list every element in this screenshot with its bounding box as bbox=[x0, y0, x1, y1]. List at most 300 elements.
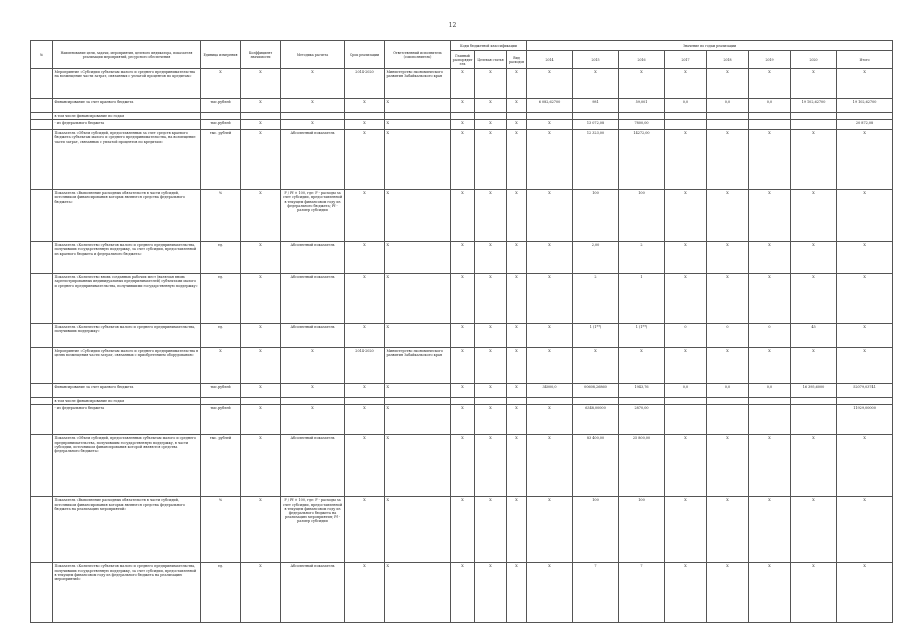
row-coef bbox=[241, 398, 281, 405]
row-name: Показатель «Количество субъектов малого и среднего предпринимательства, получивших поддержку» bbox=[53, 324, 201, 348]
row-value: X bbox=[837, 242, 893, 274]
row-cs: X bbox=[475, 348, 507, 384]
row-no bbox=[31, 190, 53, 242]
row-gr: X bbox=[451, 99, 475, 113]
row-term: X bbox=[345, 405, 385, 435]
row-value: 7 bbox=[573, 563, 619, 623]
row-unit: тыс. рублей bbox=[201, 435, 241, 497]
row-resp bbox=[385, 398, 451, 405]
row-value: X bbox=[707, 563, 749, 623]
row-unit: X bbox=[201, 69, 241, 99]
row-method: X bbox=[281, 69, 345, 99]
row-value: X bbox=[791, 190, 837, 242]
page-number: 12 bbox=[448, 22, 457, 29]
row-unit bbox=[201, 113, 241, 120]
row-value: X bbox=[791, 497, 837, 563]
row-value: X bbox=[665, 190, 707, 242]
row-name: - из федерального бюджета bbox=[53, 120, 201, 130]
row-value bbox=[665, 405, 707, 435]
table-row bbox=[31, 120, 893, 130]
row-value: X bbox=[527, 190, 573, 242]
row-value: X bbox=[665, 69, 707, 99]
header-classif-vr: Вид расходов bbox=[507, 51, 527, 69]
table-row bbox=[31, 405, 893, 435]
row-term: X bbox=[345, 435, 385, 497]
row-value bbox=[527, 113, 573, 120]
row-value bbox=[791, 113, 837, 120]
row-value: X bbox=[837, 274, 893, 324]
row-vr: X bbox=[507, 563, 527, 623]
row-value: X bbox=[527, 120, 573, 130]
row-value: X bbox=[791, 348, 837, 384]
row-value: 19 102,62700 bbox=[791, 99, 837, 113]
row-no bbox=[31, 99, 53, 113]
header-year: 2016 bbox=[619, 51, 665, 69]
row-value bbox=[749, 120, 791, 130]
table-row bbox=[31, 324, 893, 348]
row-value: X bbox=[527, 348, 573, 384]
row-name: Финансирование за счет краевого бюджета bbox=[53, 384, 201, 398]
row-value bbox=[619, 113, 665, 120]
row-name: в том числе финансирование по годам bbox=[53, 398, 201, 405]
row-gr: X bbox=[451, 69, 475, 99]
row-value: X bbox=[665, 130, 707, 190]
row-vr: X bbox=[507, 120, 527, 130]
row-cs: X bbox=[475, 69, 507, 99]
row-value: X bbox=[791, 130, 837, 190]
row-value: 100 bbox=[573, 497, 619, 563]
row-coef: X bbox=[241, 130, 281, 190]
row-value: X bbox=[665, 274, 707, 324]
row-resp bbox=[385, 113, 451, 120]
row-value: X bbox=[665, 435, 707, 497]
row-value: X bbox=[837, 348, 893, 384]
header-row-top bbox=[31, 41, 893, 51]
row-term: X bbox=[345, 274, 385, 324]
row-name: Показатель «Объем субсидий, предоставленных субъектам малого и среднего предпринимательства, получившим государственную поддержку, в части субсидии, источником финансирования которой являются средства федерального бюджета» bbox=[53, 435, 201, 497]
row-value: 0,0 bbox=[749, 384, 791, 398]
row-term bbox=[345, 113, 385, 120]
row-value: 11929,00000 bbox=[837, 405, 893, 435]
row-value: 34000,0 bbox=[527, 384, 573, 398]
row-value: X bbox=[527, 274, 573, 324]
row-value: X bbox=[749, 274, 791, 324]
row-resp: X bbox=[385, 99, 451, 113]
row-vr: X bbox=[507, 190, 527, 242]
table-row bbox=[31, 384, 893, 398]
table-row bbox=[31, 242, 893, 274]
row-value: 1 bbox=[619, 274, 665, 324]
row-cs: X bbox=[475, 242, 507, 274]
row-value: X bbox=[707, 435, 749, 497]
row-value: 6348,00000 bbox=[573, 405, 619, 435]
row-value: X bbox=[707, 274, 749, 324]
row-value: X bbox=[791, 69, 837, 99]
row-value: 0 bbox=[707, 324, 749, 348]
row-value bbox=[837, 113, 893, 120]
row-value: X bbox=[707, 190, 749, 242]
row-unit: тыс.рублей bbox=[201, 405, 241, 435]
table-row bbox=[31, 348, 893, 384]
row-value bbox=[707, 120, 749, 130]
row-method bbox=[281, 398, 345, 405]
row-coef: X bbox=[241, 324, 281, 348]
row-name: Мероприятие «Субсидии субъектам малого и среднего предпринимательства в целях возмещения части затрат, связанных с приобретением оборудования» bbox=[53, 348, 201, 384]
row-cs: X bbox=[475, 120, 507, 130]
row-value: X bbox=[527, 405, 573, 435]
row-method: X bbox=[281, 405, 345, 435]
row-term: X bbox=[345, 563, 385, 623]
row-value bbox=[749, 113, 791, 120]
row-value: 0,0 bbox=[707, 99, 749, 113]
row-value: 25 800,00 bbox=[619, 435, 665, 497]
row-vr: X bbox=[507, 324, 527, 348]
row-method: X bbox=[281, 120, 345, 130]
row-value: X bbox=[837, 69, 893, 99]
row-value bbox=[791, 398, 837, 405]
table-row bbox=[31, 130, 893, 190]
row-value: X bbox=[749, 435, 791, 497]
row-value: X bbox=[665, 242, 707, 274]
row-cs bbox=[475, 398, 507, 405]
row-value: X bbox=[749, 130, 791, 190]
row-value: 981 bbox=[573, 99, 619, 113]
row-gr: X bbox=[451, 130, 475, 190]
row-resp: X bbox=[385, 497, 451, 563]
row-method: Абсолютный показатель bbox=[281, 563, 345, 623]
row-value: X bbox=[791, 563, 837, 623]
row-value: X bbox=[707, 130, 749, 190]
row-no bbox=[31, 405, 53, 435]
header-years-group: Значение по годам реализации bbox=[527, 41, 893, 51]
row-value: X bbox=[749, 497, 791, 563]
row-no bbox=[31, 398, 53, 405]
row-value: X bbox=[527, 563, 573, 623]
header-classif-group: Коды бюджетной классификации bbox=[451, 41, 527, 51]
row-no bbox=[31, 324, 53, 348]
row-no bbox=[31, 274, 53, 324]
row-name: Показатель «Количество субъектов малого и среднего предпринимательства, получивших государственную поддержку, за счет субсидии, предоставленной из краевого бюджета и федерального бюджета» bbox=[53, 242, 201, 274]
row-cs: X bbox=[475, 324, 507, 348]
row-value: 2870,00 bbox=[619, 405, 665, 435]
row-term: X bbox=[345, 497, 385, 563]
table-row bbox=[31, 99, 893, 113]
row-resp: X bbox=[385, 324, 451, 348]
row-resp: X bbox=[385, 190, 451, 242]
row-unit: % bbox=[201, 497, 241, 563]
row-cs: X bbox=[475, 274, 507, 324]
row-value: 0 bbox=[749, 324, 791, 348]
row-gr: X bbox=[451, 324, 475, 348]
row-value: 6 082,62700 bbox=[527, 99, 573, 113]
row-vr: X bbox=[507, 69, 527, 99]
row-value bbox=[837, 398, 893, 405]
row-value: X bbox=[573, 348, 619, 384]
row-cs: X bbox=[475, 405, 507, 435]
row-value: X bbox=[749, 348, 791, 384]
row-value: X bbox=[749, 69, 791, 99]
row-vr: X bbox=[507, 435, 527, 497]
row-name: Мероприятие «Субсидии субъектам малого и среднего предпринимательства на возмещение части затрат, связанных с уплатой процентов по кредитам» bbox=[53, 69, 201, 99]
row-value: X bbox=[707, 242, 749, 274]
row-value: X bbox=[837, 130, 893, 190]
row-value: 0,0 bbox=[749, 99, 791, 113]
row-term bbox=[345, 398, 385, 405]
row-resp: X bbox=[385, 130, 451, 190]
row-coef: X bbox=[241, 242, 281, 274]
row-term: X bbox=[345, 324, 385, 348]
row-term: X bbox=[345, 190, 385, 242]
row-resp: X bbox=[385, 405, 451, 435]
row-value bbox=[573, 113, 619, 120]
row-no bbox=[31, 69, 53, 99]
row-value bbox=[665, 398, 707, 405]
row-value: X bbox=[837, 190, 893, 242]
row-value bbox=[791, 120, 837, 130]
row-unit bbox=[201, 398, 241, 405]
row-value: 1943,76 bbox=[619, 384, 665, 398]
row-name: Показатель «Количество субъектов малого и среднего предпринимательства, получивших государственную поддержку, за счет субсидии, предоставленной в текущем финансовом году из федерального бюджета на реализацию мероприятий» bbox=[53, 563, 201, 623]
row-gr: X bbox=[451, 563, 475, 623]
row-method: Абсолютный показатель bbox=[281, 274, 345, 324]
row-unit: ед. bbox=[201, 563, 241, 623]
row-value: X bbox=[527, 435, 573, 497]
row-method: X bbox=[281, 99, 345, 113]
header-resp: Ответственный исполнитель (соисполнитель) bbox=[385, 41, 451, 69]
row-value: X bbox=[749, 563, 791, 623]
row-resp: X bbox=[385, 563, 451, 623]
row-value bbox=[619, 398, 665, 405]
row-value: 52079,03741 bbox=[837, 384, 893, 398]
row-unit: тыс. рублей bbox=[201, 130, 241, 190]
row-cs: X bbox=[475, 384, 507, 398]
row-value bbox=[749, 398, 791, 405]
header-no: № bbox=[31, 41, 53, 69]
table-row bbox=[31, 563, 893, 623]
row-cs: X bbox=[475, 99, 507, 113]
row-vr: X bbox=[507, 405, 527, 435]
header-name: Наименование цели, задачи, мероприятия, целевого индикатора, показателя реализации мероприятий, ресурсного обеспечения bbox=[53, 41, 201, 69]
row-resp: X bbox=[385, 384, 451, 398]
row-term: X bbox=[345, 242, 385, 274]
row-value: 13 072,08 bbox=[573, 120, 619, 130]
row-vr: X bbox=[507, 242, 527, 274]
row-cs bbox=[475, 113, 507, 120]
row-unit: тыс.рублей bbox=[201, 120, 241, 130]
row-resp: Министерство экономического развития Забайкальского края bbox=[385, 69, 451, 99]
row-gr: X bbox=[451, 348, 475, 384]
row-resp: X bbox=[385, 274, 451, 324]
row-unit: ед. bbox=[201, 324, 241, 348]
row-coef: X bbox=[241, 190, 281, 242]
row-value: X bbox=[619, 348, 665, 384]
row-no bbox=[31, 120, 53, 130]
row-method: Абсолютный показатель bbox=[281, 242, 345, 274]
row-cs: X bbox=[475, 130, 507, 190]
row-method: Абсолютный показатель bbox=[281, 324, 345, 348]
row-value: X bbox=[527, 242, 573, 274]
row-coef: X bbox=[241, 348, 281, 384]
row-value: X bbox=[527, 69, 573, 99]
row-value: X bbox=[527, 130, 573, 190]
row-value: X bbox=[665, 348, 707, 384]
row-value: 16 395,6000 bbox=[791, 384, 837, 398]
row-gr: X bbox=[451, 435, 475, 497]
row-no bbox=[31, 497, 53, 563]
row-resp: X bbox=[385, 120, 451, 130]
table-body bbox=[31, 69, 893, 623]
row-term: X bbox=[345, 99, 385, 113]
row-value: X bbox=[527, 497, 573, 563]
program-table bbox=[30, 40, 893, 623]
row-value: 7 bbox=[619, 563, 665, 623]
row-no bbox=[31, 563, 53, 623]
row-no bbox=[31, 348, 53, 384]
row-name: Показатель «Объем субсидий, предоставленных за счет средств краевого бюджета субъектам малого и среднего предпринимательства, на возмещение части затрат, связанных с уплатой процентов по кредитам» bbox=[53, 130, 201, 190]
row-value: X bbox=[791, 274, 837, 324]
row-value: 83 400,00 bbox=[573, 435, 619, 497]
row-gr: X bbox=[451, 120, 475, 130]
row-value: X bbox=[665, 563, 707, 623]
row-coef bbox=[241, 113, 281, 120]
row-value: 0 bbox=[665, 324, 707, 348]
row-value: 59,001 bbox=[619, 99, 665, 113]
row-gr: X bbox=[451, 384, 475, 398]
row-coef: X bbox=[241, 274, 281, 324]
row-term: 2014-2020 bbox=[345, 348, 385, 384]
header-year: 2014 bbox=[527, 51, 573, 69]
row-unit: % bbox=[201, 190, 241, 242]
row-value bbox=[665, 120, 707, 130]
row-term: X bbox=[345, 120, 385, 130]
row-coef: X bbox=[241, 384, 281, 398]
row-vr: X bbox=[507, 384, 527, 398]
row-value: 0,0 bbox=[665, 384, 707, 398]
header-total: Итого bbox=[837, 51, 893, 69]
row-value bbox=[749, 405, 791, 435]
row-value: 2 bbox=[619, 242, 665, 274]
row-coef: X bbox=[241, 405, 281, 435]
row-name: Показатель «Количество вновь созданных рабочих мест (включая вновь зарегистрированных индивидуальных предпринимателей) субъектами малого и среднего предпринимательства, получившими государственную поддержку» bbox=[53, 274, 201, 324]
table-row bbox=[31, 398, 893, 405]
row-value bbox=[791, 405, 837, 435]
row-cs: X bbox=[475, 497, 507, 563]
row-coef: X bbox=[241, 563, 281, 623]
row-value bbox=[665, 113, 707, 120]
row-term: 2014-2020 bbox=[345, 69, 385, 99]
row-gr: X bbox=[451, 497, 475, 563]
row-value: X bbox=[837, 324, 893, 348]
table-row bbox=[31, 113, 893, 120]
row-cs: X bbox=[475, 435, 507, 497]
row-coef: X bbox=[241, 69, 281, 99]
row-vr: X bbox=[507, 497, 527, 563]
row-value: X bbox=[707, 348, 749, 384]
header-unit: Единица измерения bbox=[201, 41, 241, 69]
row-value bbox=[707, 405, 749, 435]
header-year: 2018 bbox=[707, 51, 749, 69]
row-value: 14272,00 bbox=[619, 130, 665, 190]
row-no bbox=[31, 113, 53, 120]
table-row bbox=[31, 190, 893, 242]
row-value: 1 (1**) bbox=[573, 324, 619, 348]
row-no bbox=[31, 435, 53, 497]
row-value: 2,00 bbox=[573, 242, 619, 274]
row-resp: Министерство экономического развития Забайкальского края bbox=[385, 348, 451, 384]
row-unit: X bbox=[201, 348, 241, 384]
row-vr: X bbox=[507, 348, 527, 384]
header-classif-cs: Целевая статья bbox=[475, 51, 507, 69]
row-value: 45 bbox=[791, 324, 837, 348]
row-value: X bbox=[707, 69, 749, 99]
row-cs: X bbox=[475, 563, 507, 623]
row-coef: X bbox=[241, 120, 281, 130]
row-method bbox=[281, 113, 345, 120]
row-no bbox=[31, 130, 53, 190]
row-name: Финансирование за счет краевого бюджета bbox=[53, 99, 201, 113]
row-gr: X bbox=[451, 274, 475, 324]
row-unit: ед. bbox=[201, 242, 241, 274]
row-vr bbox=[507, 113, 527, 120]
row-vr: X bbox=[507, 130, 527, 190]
header-year: 2019 bbox=[749, 51, 791, 69]
row-gr: X bbox=[451, 242, 475, 274]
row-value: X bbox=[749, 242, 791, 274]
row-unit: тыс.рублей bbox=[201, 384, 241, 398]
row-method: Абсолютный показатель bbox=[281, 435, 345, 497]
row-value: 2 bbox=[573, 274, 619, 324]
row-value: 100 bbox=[619, 190, 665, 242]
row-value: 0,0 bbox=[665, 99, 707, 113]
row-value: 7800,00 bbox=[619, 120, 665, 130]
row-value bbox=[707, 398, 749, 405]
row-value bbox=[527, 398, 573, 405]
row-value: X bbox=[527, 324, 573, 348]
header-year: 2015 bbox=[573, 51, 619, 69]
row-no bbox=[31, 242, 53, 274]
row-value: 12 323,00 bbox=[573, 130, 619, 190]
row-value: X bbox=[619, 69, 665, 99]
table-row bbox=[31, 435, 893, 497]
row-value: 19 102,62700 bbox=[837, 99, 893, 113]
row-value: 0,0 bbox=[707, 384, 749, 398]
row-value: X bbox=[791, 242, 837, 274]
row-resp: X bbox=[385, 435, 451, 497]
row-no bbox=[31, 384, 53, 398]
row-value: X bbox=[791, 435, 837, 497]
row-resp: X bbox=[385, 242, 451, 274]
row-value: X bbox=[707, 497, 749, 563]
row-vr: X bbox=[507, 274, 527, 324]
row-term: X bbox=[345, 130, 385, 190]
row-method: Абсолютный показатель bbox=[281, 130, 345, 190]
row-method: F / Pf × 100, где: F - расходы за счет субсидии, предоставленной в текущем финансовом году из федерального бюджета; Pf - размер субсидии bbox=[281, 190, 345, 242]
row-term: X bbox=[345, 384, 385, 398]
row-value: 1 (1**) bbox=[619, 324, 665, 348]
row-cs: X bbox=[475, 190, 507, 242]
row-value: X bbox=[837, 435, 893, 497]
row-value: 00608,26860 bbox=[573, 384, 619, 398]
table-row bbox=[31, 69, 893, 99]
row-value: 100 bbox=[619, 497, 665, 563]
row-name: - из федерального бюджета bbox=[53, 405, 201, 435]
header-coef: Коэффициент значимости bbox=[241, 41, 281, 69]
row-value: X bbox=[665, 497, 707, 563]
row-value: X bbox=[837, 497, 893, 563]
row-gr: X bbox=[451, 190, 475, 242]
row-coef: X bbox=[241, 99, 281, 113]
row-method: F / Pf × 100, где: F - расходы за счет субсидии, предоставленной в текущем финансовом году из федерального бюджета на реализацию мероприятия; Pf - размер субсидии bbox=[281, 497, 345, 563]
